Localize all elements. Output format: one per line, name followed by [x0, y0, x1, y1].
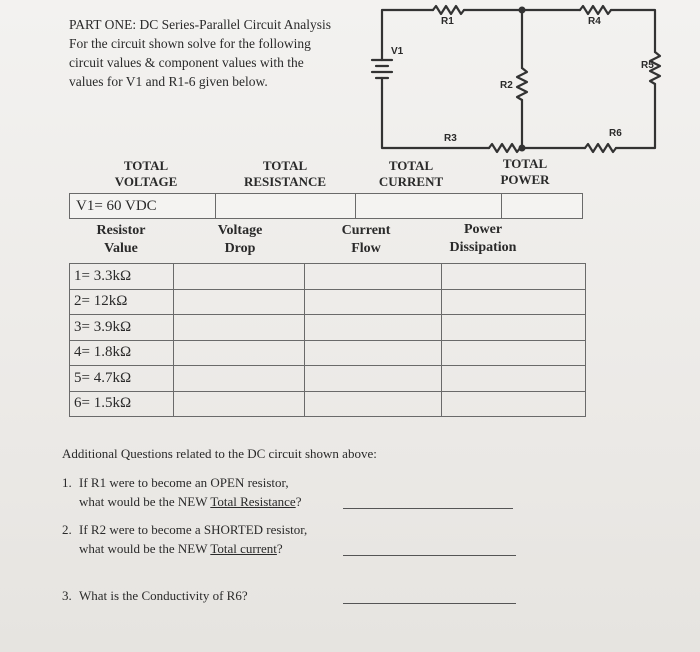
- header-text: RESISTANCE: [243, 174, 327, 189]
- voltage-drop-cell[interactable]: [174, 391, 305, 417]
- intro-text: [69, 15, 369, 91]
- header-voltage-drop: [200, 222, 280, 258]
- question-text: ?: [276, 541, 283, 556]
- label-r5: R5: [641, 60, 654, 71]
- table-row: [70, 289, 586, 315]
- voltage-drop-cell[interactable]: [174, 340, 305, 366]
- intro-line: values for V1 and R1-6 given below.: [69, 74, 268, 89]
- voltage-drop-cell[interactable]: [174, 264, 305, 290]
- header-text: Voltage: [217, 223, 263, 238]
- label-r4: R4: [588, 16, 601, 27]
- header-text: Value: [104, 241, 138, 256]
- power-dissipation-cell[interactable]: [441, 315, 585, 341]
- resistor-value: 2= 12kΩ: [70, 289, 174, 315]
- resistor-value: 6= 1.5kΩ: [70, 391, 174, 417]
- table-row: [70, 264, 586, 290]
- answer-line-2[interactable]: [343, 555, 516, 556]
- label-r6: R6: [609, 128, 622, 139]
- question-1-number: 1.: [62, 475, 72, 490]
- question-2-line1: If R2 were to become a SHORTED resistor,: [79, 522, 308, 537]
- header-text: POWER: [500, 172, 550, 187]
- current-flow-cell[interactable]: [305, 340, 441, 366]
- header-text: Drop: [224, 241, 256, 256]
- table-row: [70, 391, 586, 417]
- r3-symbol: [489, 144, 520, 152]
- header-text: TOTAL: [123, 158, 169, 173]
- power-dissipation-cell[interactable]: [441, 289, 585, 315]
- header-text: VOLTAGE: [114, 174, 178, 189]
- current-flow-cell[interactable]: [305, 264, 441, 290]
- resistor-value: 5= 4.7kΩ: [70, 366, 174, 392]
- circuit-schematic: [365, 0, 700, 165]
- question-1: [79, 473, 301, 511]
- header-text: Power: [463, 222, 503, 237]
- r6-symbol: [585, 144, 616, 152]
- current-flow-cell[interactable]: [305, 289, 441, 315]
- header-total-power: [490, 156, 560, 188]
- header-text: Flow: [351, 241, 381, 256]
- circuit-diagram: [365, 0, 700, 165]
- table-row: [70, 366, 586, 392]
- table-row: [70, 315, 586, 341]
- junction-dot: [519, 7, 526, 14]
- header-text: Resistor: [96, 223, 146, 238]
- answer-line-3[interactable]: [343, 603, 516, 604]
- question-underlined-term: Total current: [210, 541, 277, 556]
- question-2: [79, 520, 307, 558]
- power-dissipation-cell[interactable]: [441, 340, 585, 366]
- header-total-current: [370, 158, 452, 190]
- header-resistor-value: [78, 222, 164, 258]
- header-text: Current: [341, 223, 391, 238]
- header-current-flow: [330, 222, 402, 258]
- label-r2: R2: [500, 80, 513, 91]
- power-dissipation-cell[interactable]: [441, 366, 585, 392]
- question-text: what would be the NEW: [79, 494, 211, 509]
- wire-bottom-left: [382, 88, 489, 148]
- header-total-voltage: [98, 158, 194, 190]
- header-text: Dissipation: [449, 240, 517, 255]
- label-v1: V1: [391, 46, 404, 57]
- header-total-resistance: [235, 158, 335, 190]
- voltage-drop-cell[interactable]: [174, 366, 305, 392]
- question-2-line2: [79, 539, 307, 558]
- power-dissipation-cell[interactable]: [441, 391, 585, 417]
- answer-line-1[interactable]: [343, 508, 513, 509]
- power-dissipation-cell[interactable]: [441, 264, 585, 290]
- total-power-cell[interactable]: [502, 194, 582, 218]
- header-text: TOTAL: [502, 156, 548, 171]
- intro-line: PART ONE: DC Series-Parallel Circuit Analysis: [69, 17, 332, 32]
- voltage-drop-cell[interactable]: [174, 289, 305, 315]
- wire-top-left: [382, 10, 433, 51]
- question-3: What is the Conductivity of R6?: [79, 588, 248, 603]
- question-underlined-term: Total Resistance: [210, 494, 296, 509]
- table-row: [70, 340, 586, 366]
- intro-line: For the circuit shown solve for the following: [69, 36, 311, 51]
- question-text: what would be the NEW: [79, 541, 211, 556]
- r4-symbol: [580, 6, 611, 14]
- question-2-number: 2.: [62, 522, 72, 537]
- question-1-line1: If R1 were to become an OPEN resistor,: [79, 475, 289, 490]
- header-text: TOTAL: [388, 158, 434, 173]
- voltage-drop-cell[interactable]: [174, 315, 305, 341]
- question-3-number: 3.: [62, 588, 72, 603]
- resistor-table: [69, 263, 586, 417]
- current-flow-cell[interactable]: [305, 366, 441, 392]
- resistor-value: 3= 3.9kΩ: [70, 315, 174, 341]
- question-text: ?: [295, 494, 302, 509]
- additional-questions-title: Additional Questions related to the DC circuit shown above:: [62, 446, 377, 461]
- header-power-dissipation: [438, 221, 528, 257]
- total-voltage-value: V1= 60 VDC: [70, 194, 216, 218]
- resistor-value: 1= 3.3kΩ: [70, 264, 174, 290]
- total-current-cell[interactable]: [356, 194, 502, 218]
- junction-dot: [519, 145, 526, 152]
- label-r3: R3: [444, 133, 457, 144]
- header-text: CURRENT: [378, 174, 444, 189]
- r1-symbol: [433, 6, 464, 14]
- question-1-line2: [79, 492, 301, 511]
- intro-line: circuit values & component values with the: [69, 55, 304, 70]
- r2-symbol: [517, 68, 527, 100]
- resistor-value: 4= 1.8kΩ: [70, 340, 174, 366]
- label-r1: R1: [441, 16, 454, 27]
- totals-row: [69, 193, 583, 219]
- wire-top-right: [611, 10, 655, 52]
- current-flow-cell[interactable]: [305, 315, 441, 341]
- header-text: TOTAL: [262, 158, 308, 173]
- total-resistance-cell[interactable]: [216, 194, 356, 218]
- current-flow-cell[interactable]: [305, 391, 441, 417]
